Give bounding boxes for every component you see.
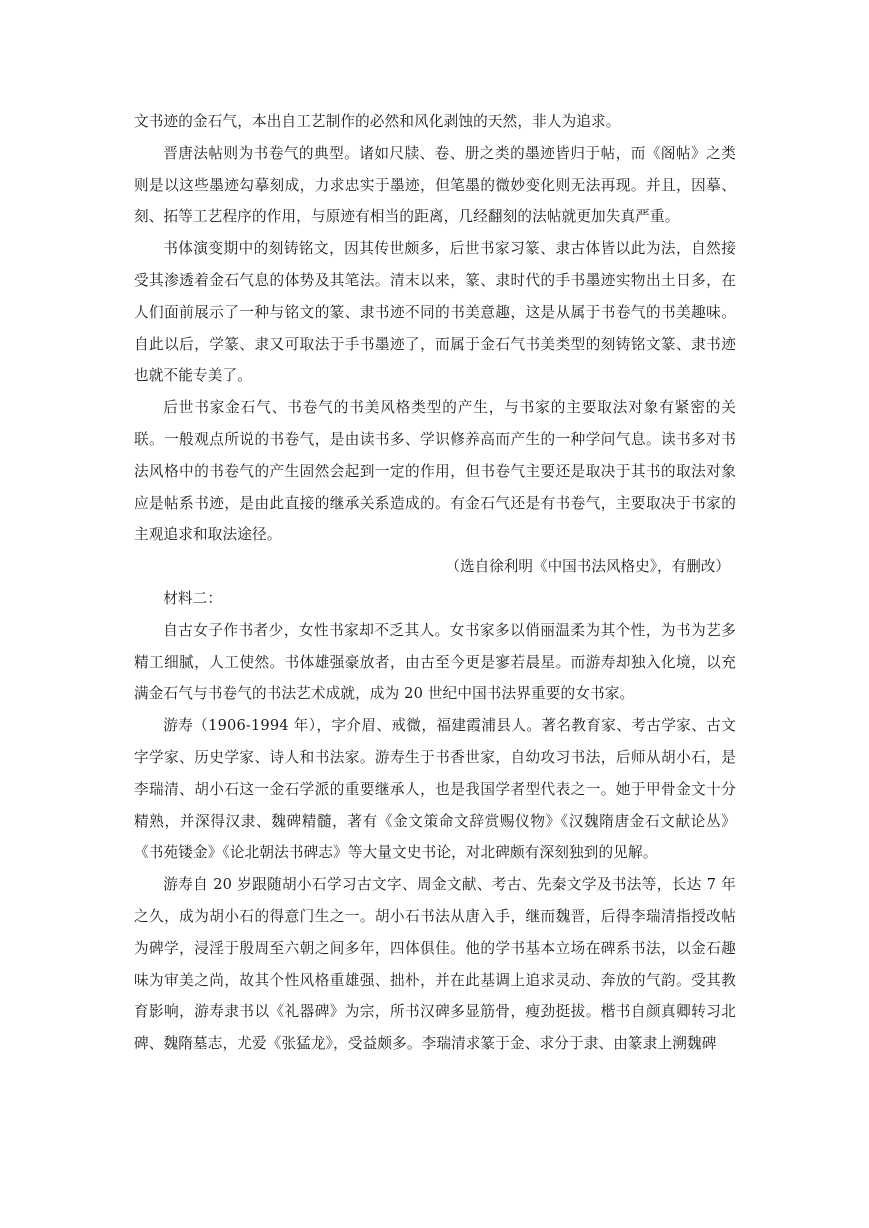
paragraph: 游寿（1906-1994 年），字介眉、戒微，福建霞浦县人。著名教育家、考古学家、古文字学家、历史学家、诗人和书法家。游寿生于书香世家，自幼攻习书法，后师从胡小石，是李瑞清、胡小石这一金石学派的重要继承人，也是我国学者型代表之一。她于甲骨金文十分精熟，并深得汉隶、魏碑精髓，著有《金文策命文辞赏赐仪物》《汉魏隋唐金石文献论丛》《书苑镂金》《论北朝法书碑志》等大量文史书论，对北碑颇有深刻独到的见解。 xyxy=(134,717,736,862)
paragraph: 后世书家金石气、书卷气的书美风格类型的产生，与书家的主要取法对象有紧密的关联。一般观点所说的书卷气，是由读书多、学识修养高而产生的一种学问气息。读书多对书法风格中的书卷气的产生固然会起到一定的作用，但书卷气主要还是取决于其书的取法对象应是帖系书迹，是由此直接的继承关系造成的。有金石气还是有书卷气，主要取决于书家的主观追求和取法途径。 xyxy=(134,399,736,544)
paragraph: 书体演变期中的刻铸铭文，因其传世颇多，后世书家习篆、隶古体皆以此为法，自然接受其渗透着金石气息的体势及其笔法。清末以来，篆、隶时代的手书墨迹实物出土日多，在人们面前展示了一种与铭文的篆、隶书迹不同的书美意趣，这是从属于书卷气的书美趣味。自此以后，学篆、隶又可取法于手书墨迹了，而属于金石气书美类型的刻铸铭文篆、隶书迹也就不能专美了。 xyxy=(134,240,736,385)
material-label: 材料二： xyxy=(163,589,223,607)
source-citation: （选自徐利明《中国书法风格史》，有删改） xyxy=(445,558,730,576)
paragraph: 游寿自 20 岁跟随胡小石学习古文字、周金文献、考古、先秦文学及书法等，长达 7 年之久，成为胡小石的得意门生之一。胡小石书法从唐入手，继而魏晋，后得李瑞清指授改帖为碑学，浸淫于殷周至六朝之间多年，四体俱佳。他的学书基本立场在碑系书法，以金石趣味为审美之尚，故其个性风格重雄强、拙朴，并在此基调上追求灵动、奔放的气韵。受其教育影响，游寿隶书以《礼器碑》为宗，所书汉碑多显筋骨，瘦劲挺拔。楷书自颜真卿转习北碑、魏隋墓志，尤爱《张猛龙》，受益颇多。李瑞清求篆于金、求分于隶、由篆隶上溯魏碑 xyxy=(134,876,736,1053)
paragraph: 自古女子作书者少，女性书家却不乏其人。女书家多以俏丽温柔为其个性，为书为艺多精工细腻，人工使然。书体雄强豪放者，由古至今更是寥若晨星。而游寿却独入化境，以充满金石气与书卷气的书法艺术成就，成为 20 世纪中国书法界重要的女书家。 xyxy=(134,621,736,703)
document-body xyxy=(134,106,736,1060)
paragraph-continued: 文书迹的金石气，本出自工艺制作的必然和风化剥蚀的天然，非人为追求。 xyxy=(134,113,621,130)
paragraph: 晋唐法帖则为书卷气的典型。诸如尺牍、卷、册之类的墨迹皆归于帖，而《阁帖》之类则是以这些墨迹勾摹刻成，力求忠实于墨迹，但笔墨的微妙变化则无法再现。并且，因摹、刻、拓等工艺程序的作用，与原迹有相当的距离，几经翻刻的法帖就更加失真严重。 xyxy=(134,144,736,226)
